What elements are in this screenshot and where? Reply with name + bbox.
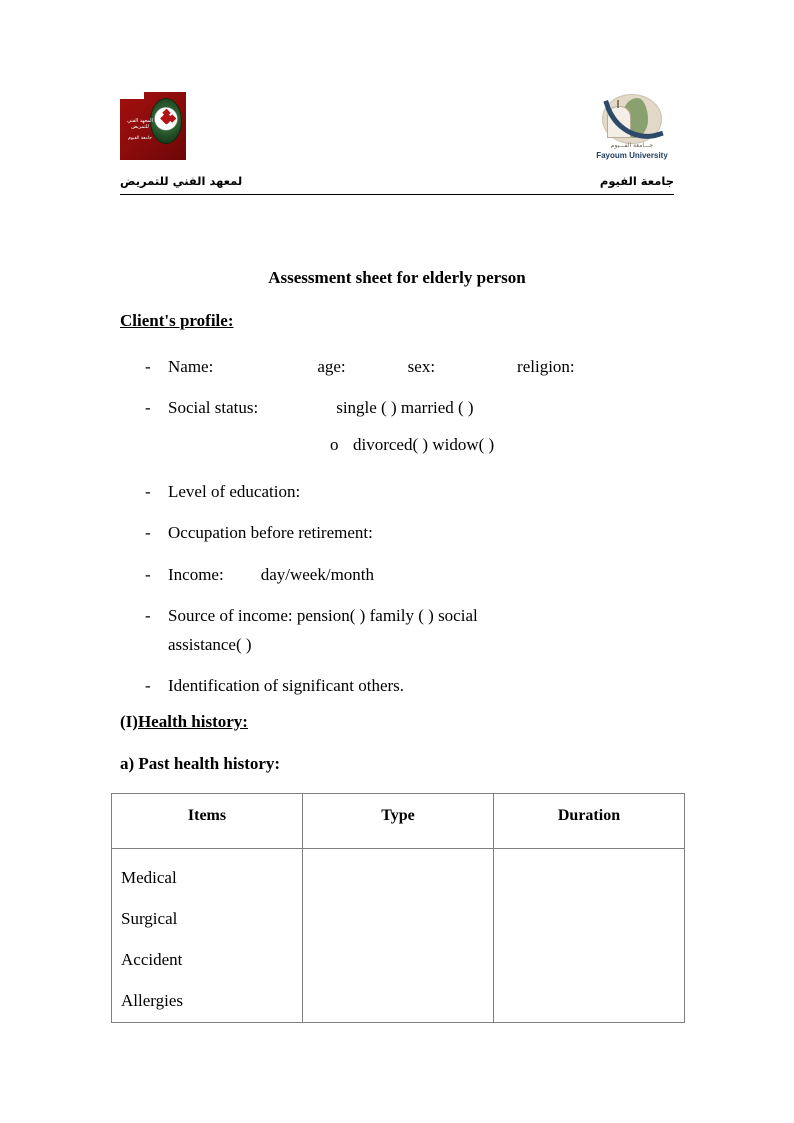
list-item-source-of-income xyxy=(145,601,690,659)
logo-corner-fold xyxy=(120,92,144,99)
list-item-income xyxy=(145,560,690,589)
page-title: Assessment sheet for elderly person xyxy=(268,268,526,287)
age-label: age: xyxy=(317,357,346,376)
past-health-history-table xyxy=(111,793,685,1023)
social-status-married-option[interactable]: married ( ) xyxy=(400,398,474,417)
income-period-options[interactable]: day/week/month xyxy=(260,565,375,584)
institute-logo-arabic-line-2: جامعة الفيوم xyxy=(128,136,152,141)
list-item-name xyxy=(145,352,690,381)
health-history-heading-text: Health history: xyxy=(137,712,248,731)
source-income-social-assistance-option[interactable]: assistance( ) xyxy=(168,635,252,654)
list-item-medical: Medical xyxy=(121,868,177,887)
institute-logo-arabic-line-1: المعهد الفني للتمريض xyxy=(127,118,153,130)
university-logo-arabic-name: جـــامعة الفـــيوم xyxy=(610,142,654,149)
table-header-row xyxy=(112,794,685,849)
sub-item-divorced-widow xyxy=(330,435,494,455)
health-history-heading xyxy=(120,712,248,732)
university-logo-english-name: Fayoum University xyxy=(596,151,668,160)
column-header-duration: Duration xyxy=(494,794,685,849)
items-cell xyxy=(112,849,303,1023)
health-history-numeral: (I) xyxy=(120,712,138,731)
name-label: Name: xyxy=(168,357,214,376)
fayoum-university-logo-icon xyxy=(590,92,674,164)
source-income-social-word: social xyxy=(438,606,478,625)
list-dash-bullet: - xyxy=(145,398,151,417)
source-income-pension-option[interactable]: pension( ) xyxy=(296,606,366,625)
logo-row xyxy=(120,92,674,170)
list-dash-bullet: - xyxy=(145,357,151,376)
social-status-widow-option[interactable]: widow( ) xyxy=(432,435,495,454)
list-dash-bullet: - xyxy=(145,523,151,542)
source-income-family-option[interactable]: family ( ) xyxy=(369,606,434,625)
clients-profile-heading-text: Client's profile: xyxy=(120,311,234,330)
nursing-institute-logo-icon xyxy=(120,92,186,160)
religion-label: religion: xyxy=(517,357,575,376)
list-item-social-status xyxy=(145,393,690,422)
past-health-history-heading xyxy=(120,754,280,774)
header-caption-university: جامعة الفيوم xyxy=(599,174,674,188)
list-item-surgical: Surgical xyxy=(121,909,178,928)
clients-profile-heading xyxy=(120,311,233,331)
list-item-education xyxy=(145,477,690,506)
significant-others-label: Identification of significant others. xyxy=(168,676,405,695)
social-status-label: Social status: xyxy=(168,398,259,417)
sex-label: sex: xyxy=(407,357,436,376)
list-item-occupation xyxy=(145,518,690,547)
source-income-label: Source of income: xyxy=(168,606,293,625)
list-dash-bullet: - xyxy=(145,482,151,501)
list-dash-bullet: - xyxy=(145,606,151,625)
list-item-allergies: Allergies xyxy=(121,991,184,1010)
occupation-label: Occupation before retirement: xyxy=(168,523,373,542)
column-header-items: Items xyxy=(112,794,303,849)
page-header xyxy=(120,92,674,200)
list-dash-bullet: - xyxy=(145,565,151,584)
list-item-significant-others xyxy=(145,671,690,700)
past-health-history-heading-text: a) Past health history: xyxy=(120,754,281,773)
list-dash-bullet: - xyxy=(145,676,151,695)
table-row xyxy=(112,849,685,1023)
duration-cell[interactable] xyxy=(494,849,685,1023)
type-cell[interactable] xyxy=(303,849,494,1023)
social-status-divorced-option[interactable]: divorced( ) xyxy=(353,435,429,454)
header-caption-institute: لمعهد الفني للتمريض xyxy=(120,174,243,188)
education-label: Level of education: xyxy=(168,482,301,501)
column-header-type: Type xyxy=(303,794,494,849)
header-caption-rule xyxy=(120,174,674,195)
list-circle-bullet: o xyxy=(330,435,339,454)
income-label: Income: xyxy=(168,565,224,584)
social-status-single-option[interactable]: single ( ) xyxy=(336,398,397,417)
list-item-accident: Accident xyxy=(121,950,183,969)
